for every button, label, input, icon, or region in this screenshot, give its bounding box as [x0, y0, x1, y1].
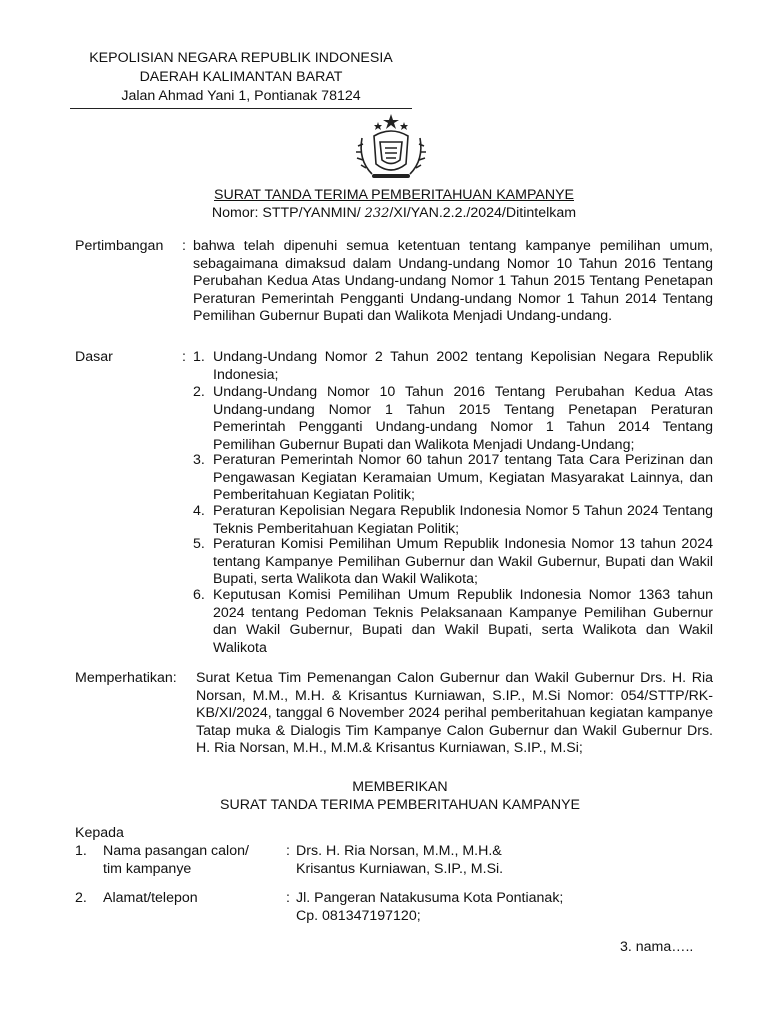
dasar-item-number: 5.	[193, 536, 205, 552]
letterhead-institution: KEPOLISIAN NEGARA REPUBLIK INDONESIA	[89, 50, 393, 66]
dasar-item-text: Peraturan Kepolisian Negara Republik Indonesia Nomor 5 Tahun 2024 Tentang Teknis Pemberitahuan Kegiatan Politik;	[213, 503, 713, 537]
dasar-item-number: 4.	[193, 503, 205, 519]
dasar-label: Dasar	[75, 349, 113, 365]
letterhead-address: Jalan Ahmad Yani 1, Pontianak 78124	[70, 87, 412, 109]
pertimbangan-colon: :	[182, 238, 186, 254]
pertimbangan-text: bahwa telah dipenuhi semua ketentuan tentang kampanye pemilihan umum, sebagaimana dimaksud dalam Undang-undang Nomor 10 Tahun 2016 Tentang Perubahan Kedua Atas Undang-undang Nomor 1 Tahun 2015 Tentang Penetapan Peraturan Pemerintah Pengganti Undang-undang Nomor 1 Tahun 2014 Tentang Pemilihan Gubernur Bupati dan Walikota Menjadi Undang-undang.	[193, 238, 713, 325]
kepada-item-number: 2.	[75, 890, 87, 906]
dasar-item	[193, 503, 713, 538]
dasar-item	[193, 349, 713, 384]
dasar-item-number: 2.	[193, 384, 205, 400]
letterhead	[70, 49, 412, 109]
letterhead-region: DAERAH KALIMANTAN BARAT	[139, 69, 343, 85]
dasar-item-text: Undang-Undang Nomor 2 Tahun 2002 tentang Kepolisian Negara Republik Indonesia;	[213, 349, 713, 383]
document-title-block	[110, 186, 678, 223]
memberikan-subheading: SURAT TANDA TERIMA PEMBERITAHUAN KAMPANYE	[219, 797, 580, 813]
kepada-item-value-cont: Krisantus Kurniawan, S.IP., M.Si.	[296, 861, 504, 877]
dasar-item-number: 3.	[193, 452, 205, 468]
kepada-item-colon: :	[286, 890, 290, 906]
dasar-item	[193, 587, 713, 657]
kepada-item-number: 1.	[75, 843, 87, 859]
document-number-handwritten: 232	[364, 206, 390, 221]
dasar-item-number: 6.	[193, 587, 205, 603]
pertimbangan-label: Pertimbangan	[75, 238, 164, 254]
kepada-item-colon: :	[286, 843, 290, 859]
dasar-item-text: Peraturan Komisi Pemilihan Umum Republik Indonesia Nomor 13 tahun 2024 tentang Kampanye Pemilihan Gubernur dan Wakil Gubernur, Bupati dan Wakil Bupati, serta Walikota dan Wakil Walikota;	[213, 536, 713, 588]
document-number-prefix: Nomor: STTP/YANMIN/	[211, 205, 365, 221]
dasar-item-text: Keputusan Komisi Pemilihan Umum Republik Indonesia Nomor 1363 tahun 2024 tentang Pedoman Teknis Pelaksanaan Kampanye Pemilihan Gubernur dan Wakil Gubernur, Bupati dan Wakil Bupati, serta Walikota dan Wakil Walikota	[213, 587, 713, 656]
dasar-item	[193, 384, 713, 454]
kepada-item-label: Nama pasangan calon/	[103, 843, 249, 859]
document-number-suffix: /XI/YAN.2.2./2024/Ditintelkam	[389, 205, 577, 221]
dasar-item-number: 1.	[193, 349, 205, 365]
document-number	[110, 204, 678, 223]
memberikan-heading: MEMBERIKAN	[352, 779, 448, 795]
document-title: SURAT TANDA TERIMA PEMBERITAHUAN KAMPANYE	[213, 187, 574, 203]
kepada-item-label: Alamat/telepon	[103, 890, 198, 906]
dasar-item-text: Undang-Undang Nomor 10 Tahun 2016 Tentang Perubahan Kedua Atas Undang-undang Nomor 1 Tahun 2015 Tentang Penetapan Peraturan Pemerintah Pengganti Undang-undang Nomor 1 Tahun 2014 Tentang Pemilihan Gubernur Bupati dan Walikota Menjadi Undang-Undang;	[213, 384, 713, 453]
dasar-item	[193, 452, 713, 505]
kepada-item-value-cont: Cp. 081347197120;	[296, 908, 421, 924]
kepada-item-value: Drs. H. Ria Norsan, M.M., M.H.&	[296, 843, 502, 859]
memperhatikan-label: Memperhatikan:	[75, 670, 177, 686]
memperhatikan-text: Surat Ketua Tim Pemenangan Calon Gubernur dan Wakil Gubernur Drs. H. Ria Norsan, M.M., M.H. & Krisantus Kurniawan, S.IP., M.Si Nomor: 054/STTP/RK-KB/XI/2024, tanggal 6 November 2024 perihal pemberitahuan kegiatan kampanye Tatap muka & Dialogis Tim Kampanye Calon Gubernur dan Wakil Gubernur Drs. H. Ria Norsan, M.H., M.M.& Krisantus Kurniawan, S.IP., M.Si;	[196, 670, 713, 757]
dasar-colon: :	[182, 349, 186, 365]
kepada-item-label-cont: tim kampanye	[103, 861, 192, 877]
kepada-item-value: Jl. Pangeran Natakusuma Kota Pontianak;	[296, 890, 564, 906]
page-continuation: 3. nama…..	[620, 939, 694, 955]
kepada-label: Kepada	[75, 825, 124, 841]
police-emblem-icon	[352, 112, 430, 184]
dasar-item-text: Peraturan Pemerintah Nomor 60 tahun 2017 tentang Tata Cara Perizinan dan Pengawasan Kegiatan Keramaian Umum, Kegiatan Masyarakat Lainnya, dan Pemberitahuan Kegiatan Politik;	[213, 452, 713, 504]
dasar-item	[193, 536, 713, 589]
